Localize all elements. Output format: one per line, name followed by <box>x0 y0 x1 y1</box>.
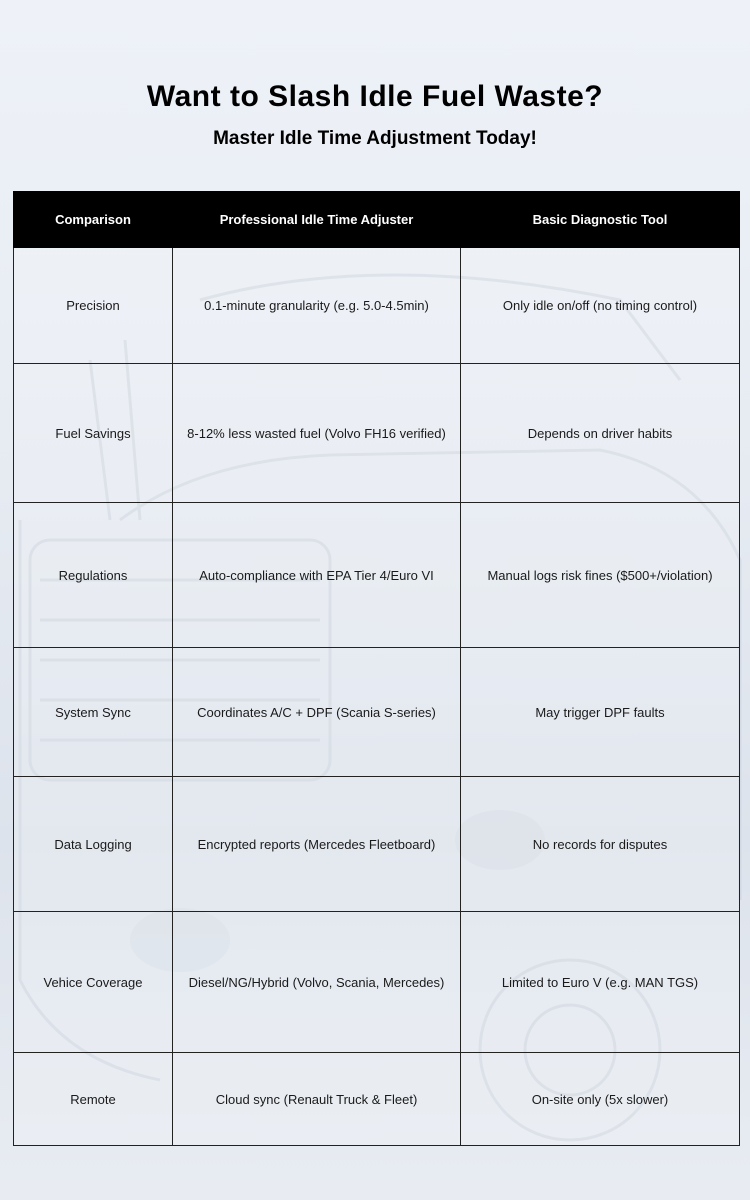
professional-cell: Cloud sync (Renault Truck & Fleet) <box>173 1053 461 1146</box>
column-header-basic: Basic Diagnostic Tool <box>461 192 740 248</box>
column-header-comparison: Comparison <box>14 192 173 248</box>
basic-cell: Depends on driver habits <box>461 364 740 503</box>
table-row <box>14 648 740 777</box>
professional-cell: Auto-compliance with EPA Tier 4/Euro VI <box>173 503 461 648</box>
page-title: Want to Slash Idle Fuel Waste? <box>146 80 604 113</box>
basic-cell: Only idle on/off (no timing control) <box>461 248 740 364</box>
page-subtitle: Master Idle Time Adjustment Today! <box>213 128 537 149</box>
table-row <box>14 364 740 503</box>
table-row <box>14 503 740 648</box>
table-row <box>14 912 740 1053</box>
table-header-row <box>14 192 740 248</box>
row-label: Data Logging <box>14 777 173 912</box>
professional-cell: 8-12% less wasted fuel (Volvo FH16 verified) <box>173 364 461 503</box>
column-header-professional: Professional Idle Time Adjuster <box>173 192 461 248</box>
basic-cell: Manual logs risk fines ($500+/violation) <box>461 503 740 648</box>
basic-cell: Limited to Euro V (e.g. MAN TGS) <box>461 912 740 1053</box>
comparison-table <box>13 191 740 1146</box>
table-row <box>14 777 740 912</box>
table-row <box>14 1053 740 1146</box>
row-label: System Sync <box>14 648 173 777</box>
table-row <box>14 248 740 364</box>
row-label: Fuel Savings <box>14 364 173 503</box>
row-label: Regulations <box>14 503 173 648</box>
basic-cell: No records for disputes <box>461 777 740 912</box>
basic-cell: On-site only (5x slower) <box>461 1053 740 1146</box>
row-label: Vehice Coverage <box>14 912 173 1053</box>
professional-cell: Encrypted reports (Mercedes Fleetboard) <box>173 777 461 912</box>
professional-cell: Coordinates A/C + DPF (Scania S-series) <box>173 648 461 777</box>
basic-cell: May trigger DPF faults <box>461 648 740 777</box>
row-label: Remote <box>14 1053 173 1146</box>
row-label: Precision <box>14 248 173 364</box>
professional-cell: Diesel/NG/Hybrid (Volvo, Scania, Mercedes) <box>173 912 461 1053</box>
professional-cell: 0.1-minute granularity (e.g. 5.0-4.5min) <box>173 248 461 364</box>
